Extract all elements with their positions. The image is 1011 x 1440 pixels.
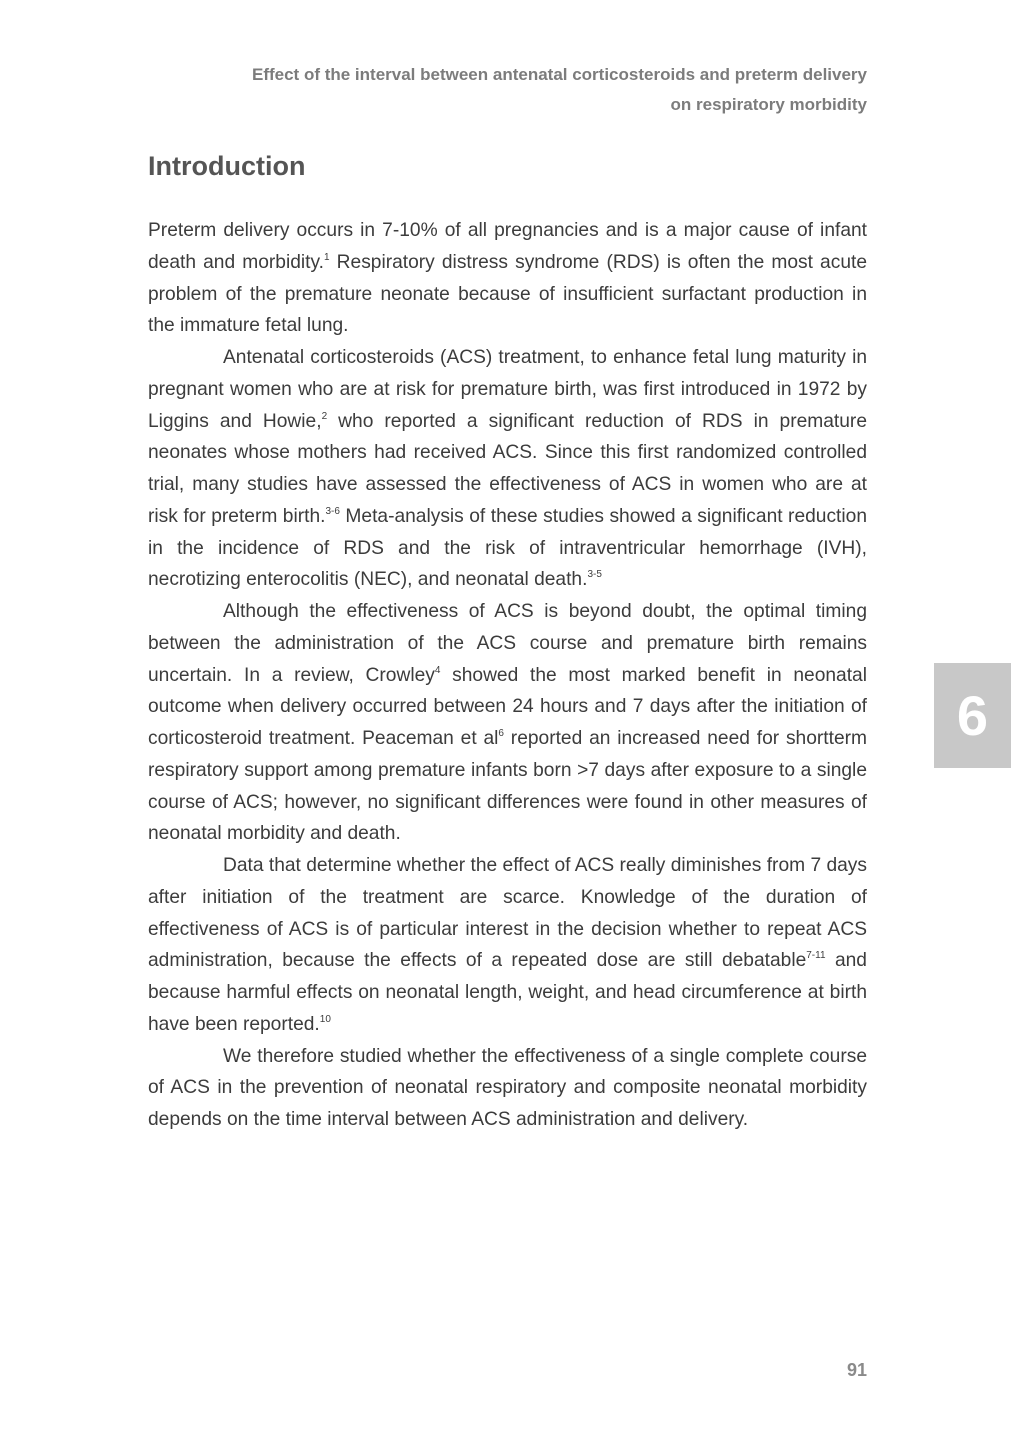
paragraph-2: [148, 342, 867, 596]
paragraph-text: and because harmful effects on neonatal length, weight, and head circumference at birth have been reported.: [148, 950, 867, 1035]
paragraph-3: [148, 596, 867, 850]
running-header: [148, 60, 867, 120]
page-number: 91: [846, 1360, 867, 1380]
citation-ref: 3-5: [587, 569, 602, 581]
paragraph-text: Although the effectiveness of ACS is beyond doubt, the optimal timing between the administration of the ACS course and premature birth remains uncertain. In a review, Crowley: [148, 601, 867, 686]
citation-ref: 10: [319, 1013, 331, 1025]
citation-ref: 3-6: [325, 505, 340, 517]
paragraph-text: showed the most marked benefit in neonatal outcome when delivery occurred between 24 hours and 7 days after the initiation of corticosteroid treatment. Peaceman et al: [148, 664, 867, 749]
body-text: [148, 215, 867, 1136]
citation-ref: 2: [321, 410, 328, 422]
paragraph-1: [148, 215, 867, 342]
citation-ref: 4: [434, 664, 441, 676]
paragraph-text: Antenatal corticosteroids (ACS) treatment, to enhance fetal lung maturity in pregnant women who are at risk for premature birth, was first introduced in 1972 by Liggins and Howie,: [148, 347, 867, 432]
paragraph-text: Preterm delivery occurs in 7-10% of all pregnancies and is a major cause of infant death and morbidity.: [148, 220, 867, 273]
paragraph-text: who reported a significant reduction of RDS in premature neonates whose mothers had received ACS. Since this first randomized controlled trial, many studies have assessed the effectiveness of ACS in women who are at risk for preterm birth.: [148, 410, 867, 527]
citation-ref: 7-11: [806, 950, 826, 962]
running-header-line-1: Effect of the interval between antenatal corticosteroids and preterm delivery: [251, 65, 867, 84]
paragraph-5: [148, 1041, 867, 1136]
paragraph-text: reported an increased need for shortterm respiratory support among premature infants born >7 days after exposure to a single course of ACS; however, no significant differences were found in other measures of neonatal morbidity and death.: [148, 728, 867, 845]
paragraph-text: Respiratory distress syndrome (RDS) is often the most acute problem of the premature neonate because of insufficient surfactant production in the immature fetal lung.: [148, 251, 868, 337]
citation-ref: 6: [498, 728, 504, 739]
paragraph-text: Meta-analysis of these studies showed a significant reduction in the incidence of RDS and the risk of intraventricular hemorrhage (IVH), necrotizing enterocolitis (NEC), and neonatal death.: [148, 505, 867, 591]
chapter-tab: 6: [934, 663, 1011, 768]
citation-ref: 1: [324, 251, 330, 263]
paragraph-text: We therefore studied whether the effectiveness of a single complete course of ACS in the prevention of neonatal respiratory and composite neonatal morbidity depends on the time interval between ACS administration and delivery.: [148, 1045, 867, 1130]
section-title: Introduction: [148, 151, 306, 181]
running-header-line-2: on respiratory morbidity: [670, 95, 867, 114]
paragraph-4: [148, 850, 867, 1041]
paragraph-text: Data that determine whether the effect of ACS really diminishes from 7 days after initiation of the treatment are scarce. Knowledge of the duration of effectiveness of ACS is of particular interest in the decision whether to repeat ACS administration, because the effects of a repeated dose are still debatable: [148, 855, 867, 972]
